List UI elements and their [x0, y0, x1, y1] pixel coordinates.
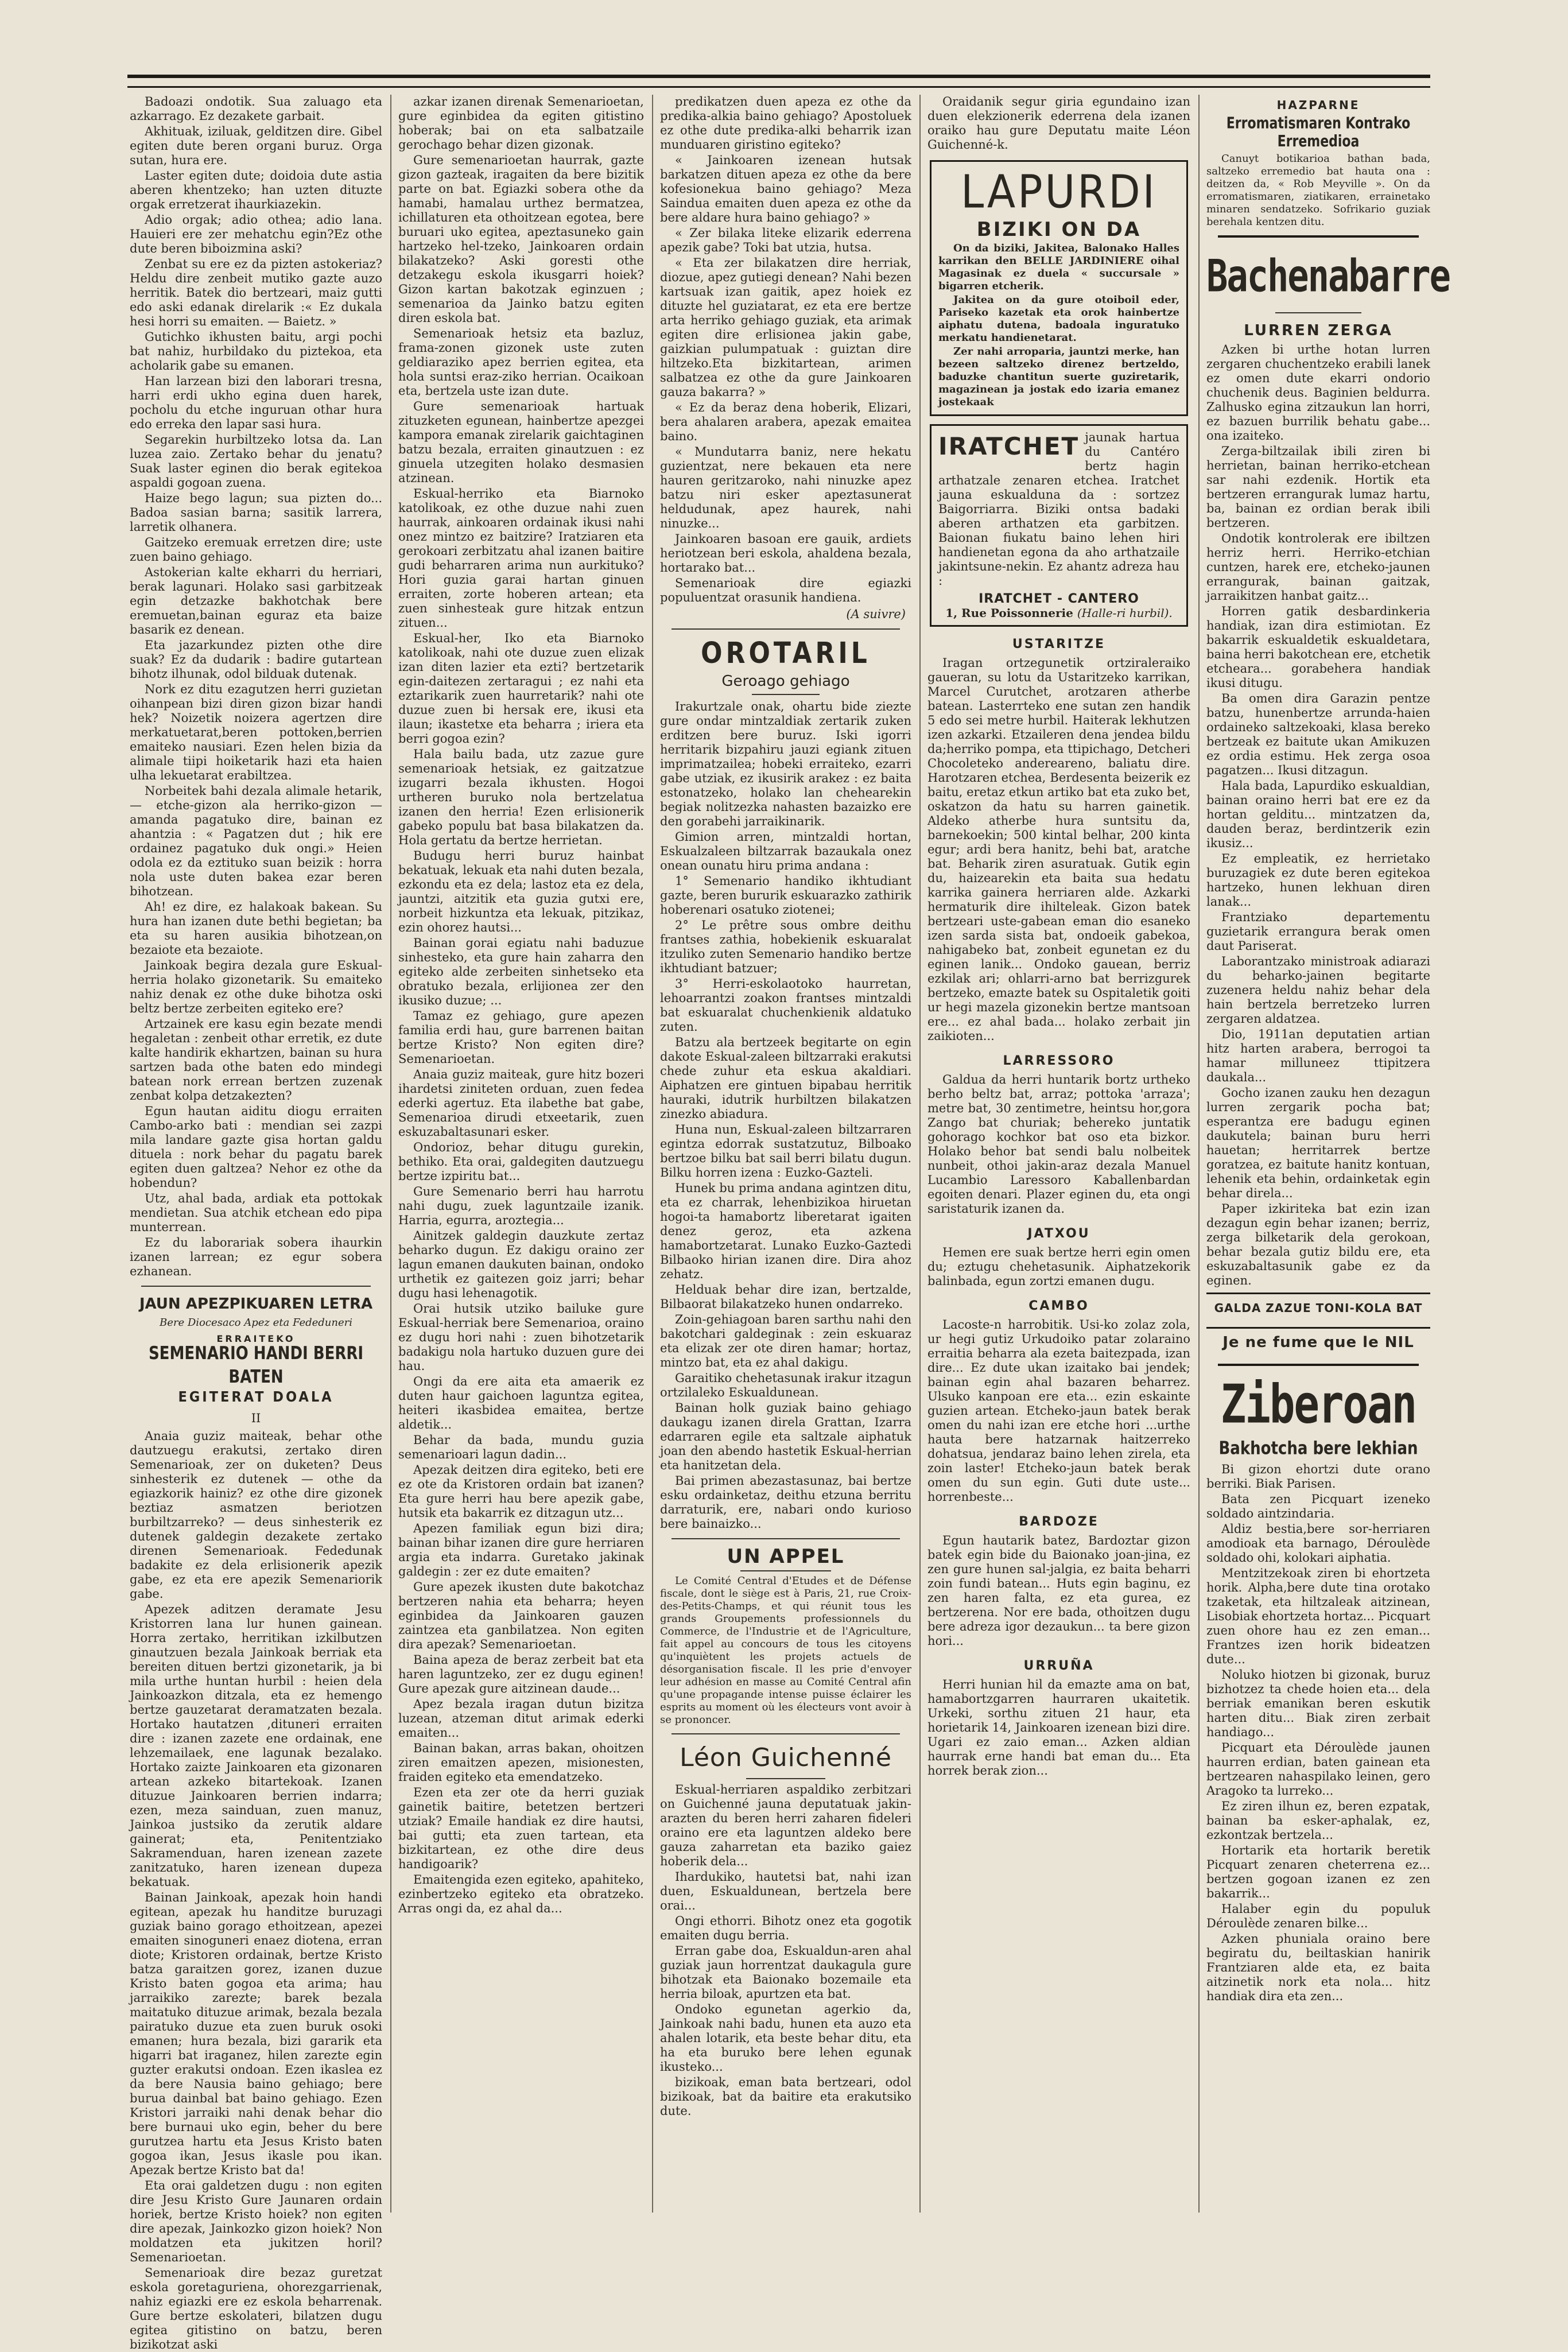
- paragraph: Garaitiko chehetasunak irakur itzagun ortzilaleko Eskualdunean.: [660, 1371, 911, 1399]
- paragraph: Badoazi ondotik. Sua zaluago eta azkarrago. Ez dezakete garbait.: [130, 95, 382, 123]
- column-1: [130, 95, 382, 2351]
- nil-slogan: Je ne fume que le NIL: [1206, 1327, 1430, 1357]
- paragraph: Helduak behar dire izan, bertzalde, Bilbaorat bilakatzeko hunen ondarreko.: [660, 1283, 911, 1311]
- col4-sections: [927, 637, 1190, 1778]
- paragraph: Ainitzek galdegin dauzkute zertaz beharko dugun. Ez dakigu oraino zer lagun emanen daukuten bainan, ondoko urthetik ez gaitezen goiz jarri; behar dugu hasi lehenagotik.: [398, 1229, 644, 1300]
- paragraph: Gocho izanen zauku hen dezagun lurren zergarik pocha bat; esperantza ere badugu eginen daukutela; bainan buru herri hauetan; herritarrek bertze goratzea, ez baitute hanitz kontuan, lehenik eta behin, ordainketak egin behar direla...: [1206, 1086, 1430, 1200]
- paragraph: Norbeitek bahi dezala alimale hetarik, — etche-gizon ala herriko-gizon — amanda pagatuko dire, bainan ez ahantzia : « Pagatzen dut ; hik ere ordainez pagatuko duk ongi.» Heien odola ez da eztituko suan beizik : horra nola uste duten bakea ezar beren bihotzean.: [130, 784, 382, 898]
- orotaril-title: OROTARIL: [701, 636, 871, 670]
- paragraph: 3° Herri-eskolaotoko haurretan, lehoarrantzi zoakon frantses mintzaldi bat eskuaralat chuchenkienik aldatuko zuten.: [660, 977, 911, 1034]
- col5-ziberoan-body: [1206, 1462, 1430, 2004]
- paragraph: Zenbat su ere ez da pizten astokeriaz? Heldu dire zenbeit mutiko gazte auzo herritik. Batek dio bertzeari, maiz gutti edo aski edanak direlarik :« Ez dukala hesi horri su emaiten. — Baietz. »: [130, 257, 382, 328]
- paragraph: Han larzean bizi den laborari tresna, harri erdi ukho egina duen harek, pocholu du etche inguruan othar hura edo erreka den lapar sasi hura.: [130, 374, 382, 431]
- bachenabarre-title: Bachenabarre: [1206, 249, 1450, 302]
- paragraph: Semenarioak hetsiz eta bazluz, frama-zonen gizonek uste zuten geldiaraziko apez berrien egitea, eta hola suntsi eraz-ziko herrian. Ocaikoan eta, bertzela uste izan dute.: [398, 327, 644, 398]
- paragraph: Picquart eta Déroulède jaunen haurren erdian, baten gainean eta bertzearen nahaspilako leinen, gero Aragoko ta lurreko...: [1206, 1741, 1430, 1798]
- paragraph: Ez du laborariak sobera ihaurkin izanen larrean; ez egur sobera ezhanean.: [130, 1236, 382, 1278]
- paragraph: Hala bailu bada, utz zazue gure semenarioak hetsiak, ez gaitzatzue izugarri bezala ikhusten. Hogoi urtheren buruko nola bertzelatua izanen den herria! Ezen erlisionerik gabeko populu bat basa bilakatzen da. Hola gertatu da bertze herrietan.: [398, 747, 644, 847]
- paragraph: Akhituak, iziluak, gelditzen dire. Gibel egiten dute beren organi buruz. Orga sutan, hura ere.: [130, 125, 382, 167]
- paragraph: Horren gatik desbardinkeria handiak, izan dira estimiotan. Ez bakarrik eskualdetik eskualdetara, baina herri bakotchean ere, etchetik etcheara... gorabehera handiak ikusi ditugu.: [1206, 604, 1430, 690]
- paragraph: Jainkoak begira dezala gure Eskual-herria holako gizonetarik. Su emaiteko nahiz denak ez othe duke bihotza oski beltz bertze zerbeiten egiteko ere?: [130, 958, 382, 1015]
- letter-title-2: SEMENARIO HANDI BERRI BATEN: [148, 1343, 364, 1388]
- ad-iratchet-name: IRATCHET: [938, 432, 1080, 460]
- section-text: Egun hautarik batez, Bardoztar gizon batek egin bide du Baionako joan-jina, ez zen gure hunen sal-jalgia, ez baita beharri zoin fundi batean... Huts egin baginu, ez zen haren falta, ez eta gurea, ez bertzerena. Nor ere bada, othoitzen dugu bere adreza igor dezaukun... ta bere gizon hori...: [927, 1534, 1190, 1648]
- paragraph: Ezen eta zer ote da herri guziak gainetik baitire, betetzen bertzeri utziak? Emaile handiak ez dire hautsi, bai gutti; eta zuen tartean, eta bizkitartean, ez othe dire deus handigoarik?: [398, 1786, 644, 1871]
- paragraph: Gimion arren, mintzaldi hortan, Eskualzaleen biltzarrak bazaukala onez onean ounatu hiru prima andana :: [660, 830, 911, 872]
- paragraph: Huna nun, Eskual-zaleen biltzarraren egintza edorrak sustatzutuz, Bilboako bertzoe bilku bat sail berri bilatu dugun. Bilku horren izena : Euzko-Gazteli.: [660, 1123, 911, 1179]
- paragraph: Laster egiten dute; doidoia dute astia aberen khentzeko; han uzten dituzte orgak erretzerat ihaurkiazekin.: [130, 169, 382, 211]
- unappel-title: UN APPEL: [727, 1545, 845, 1568]
- divider: [672, 1538, 900, 1539]
- paragraph: Eta jazarkundez pizten othe dire suak? Ez da dudarik : badire gutartean bihotz ilhunak, odol bilduak dutenak.: [130, 638, 382, 681]
- paragraph: Ongi ethorri. Bihotz onez eta gogotik emaiten dugu berria.: [660, 1914, 911, 1942]
- col1-body-a: [130, 95, 382, 1279]
- ad-iratchet-body: jaunak hartua du Cantéro bertz hagin arthatzale zenaren etchea. Iratchet jauna eskualduna da : sortzez Baigorriarra. Biziki ontsa badaki aberen arthatzen eta garbitzen. Baionan fiukatu baino lehen hiri handienetan egona da aho arthatzaile jakintsune-nekin. Ez ahantz adreza hau :: [938, 430, 1179, 588]
- paragraph: Ah! ez dire, ez halakoak bakean. Su hura han izanen dute bethi begietan; ba eta su haren ausikia bihotzean,on bezaiote eta bezaiote.: [130, 900, 382, 957]
- paragraph: Orai hutsik utziko bailuke gure Eskual-herriak bere Semenarioa, oraino ez dugu hori nahi : zuen bihotzetarik badakigu nola hartuko duzuen gure dei hau.: [398, 1302, 644, 1373]
- paragraph: Halaber egin du populuk Déroulède zenaren bilke...: [1206, 1902, 1430, 1930]
- paragraph: Bi gizon ehortzi dute orano berriki. Biak Parisen.: [1206, 1462, 1430, 1491]
- paragraph: Hala bada, Lapurdiko eskualdian, bainan oraino herri bat ere ez da hortan gelditu... mintzatzen da, dauden beraz, berdintzerik ezin ikusiz...: [1206, 779, 1430, 850]
- paragraph: Utz, ahal bada, ardiak eta pottokak mendietan. Sua atchik etchean edo pipa munterrean.: [130, 1191, 382, 1234]
- paragraph: Apez bezala iragan dutun bizitza luzean, atzeman ditut arimak ederki emaiten...: [398, 1697, 644, 1740]
- ziberoan-title: Ziberoan: [1220, 1373, 1416, 1435]
- toni-kola-slogan: GALDA ZAZUE TONI-KOLA BAT: [1206, 1293, 1430, 1322]
- paragraph: Behar da bada, mundu guzia semenarioari lagun dadin...: [398, 1433, 644, 1461]
- paragraph: Ihardukiko, hautetsi bat, nahi izan duen, Eskualdunean, bertzela bere orai...: [660, 1870, 911, 1912]
- ad-lapurdi-body-1: On da biziki, Jakitea, Balonako Halles karrikan den BELLE JARDINIERE oihal Magasinak ez duela « succursale » bigarren etcherik.: [938, 242, 1179, 292]
- divider: [1218, 235, 1419, 238]
- divider: [672, 628, 900, 630]
- letter-title-3: EGITERAT DOALA: [178, 1388, 334, 1405]
- divider: [1218, 1364, 1419, 1366]
- paragraph: Ondoko egunetan agerkio da, Jainkoak nahi badu, hunen eta auzo eta ahalen lotarik, eta beste behar ditu, eta ha eta buruko bere lehen egunak ikusteko...: [660, 2002, 911, 2074]
- column-separator: [919, 95, 921, 2213]
- ad-lapurdi: [930, 160, 1188, 416]
- paragraph: Hunek bu prima andana agintzen ditu, eta ez charrak, lehenbizikoa hiruetan hogoi-ta hamabortz liberetarat igaiten denez geroz, eta azkena hamabortzetarat. Lunako Euzko-Gaztedi Bilbaoko hirian izanen dire. Dira ahoz zehatz.: [660, 1181, 912, 1281]
- paragraph: Emaitengida ezen egiteko, apahiteko, ezinbertzeko egiteko eta obratzeko. Arras ongi da, ez ahal da...: [398, 1873, 644, 1915]
- column-2: [398, 95, 644, 2213]
- paragraph: Gure semenarioetan haurrak, gazte gizon gazteak, iragaiten da bere bizitik parte on bat. Egiazki sobera othe da hamabi, hamalau urthez bermatzea, ichillaturen eta othoitzean egotea, bere buruari uko egitea, apeztasuneko gain hartzeko hel-tzeko, Jainkoaren ordain bilakatzeko? Aski goresti othe detzakegu eskola ikusgarri hoiek? Gizon kartan bakotzak eginzuen ; semenarioa da Jainko batzu egiten diren eskola bat.: [398, 153, 644, 325]
- divider: [752, 694, 820, 695]
- ad-iratchet-addr1: IRATCHET - CANTERO: [979, 592, 1139, 606]
- paragraph: Eskual-herriko eta Biarnoko katolikoak, ez othe duzue nahi zuen haurrak, ainkoaren ordainak ikusi nahi onez mintzo ez baitzire? Iratziaren eta gerokoari zerbitzatu ahal izanen baitire gudi beharraren arima nun aurkituko? Hori guzia garai hartan ginuen erraiten, zorte hoberen artean; eta zuen sinhesteak gure hitzak entzun zituen...: [398, 487, 644, 630]
- section-text: Galdua da herri huntarik bortz urtheko berho beltz bat, arraz; pottoka 'arraza'; metre bat, 30 zentimetre, heintsu hor,gora Zango bat churiak; behereko juntatik gohorago kochkor bat oso eta bizkor. Holako behor bat sendi balu nolbeitek nunbeit, othoi jakin-araz dezala Manuel Lucambio Laressoro Kaballenbardan egoiten denari. Plazer eginen du, eta ongi saristaturik izanen da.: [927, 1073, 1190, 1216]
- paragraph: « Zer bilaka liteke elizarik ederrena apezik gabe? Toki bat utzia, hutsa.: [660, 226, 911, 254]
- ad-lapurdi-body-2: Jakitea on da gure otoiboil eder, Pariseko kazetak eta orok hainbertze aiphatu dutena, badoala inguratuko merkatu handienetarat.: [938, 294, 1179, 344]
- column-5: [1206, 95, 1450, 2213]
- hazparne-head: HAZPARNE: [1276, 98, 1360, 112]
- paragraph: Gure Semenario berri hau harrotu nahi dugu, zuek laguntzaile izanik. Harria, egurra, aroztegia...: [398, 1185, 644, 1227]
- paragraph: Ondotik kontrolerak ere ibiltzen herriz herri. Herriko-etchian cuntzen, harek ere, etcheko-jaunen errangurak, bainan gaitzak, jarraikitzen hanbat gaitz...: [1206, 531, 1430, 603]
- divider: [672, 1733, 900, 1734]
- paragraph: Azken phuniala oraino bere begiratu du, beiltaskian hanirik Frantziaren alde eta, ez baita aitzinetik nork eta nola... hitz handiak dira eta zen...: [1206, 1932, 1430, 2003]
- col4-intro: Oraidanik segur giria egundaino izan duen elekzionerik ederrena dela izanen oraiko hau gure Deputatu maite Léon Guichenné-k.: [927, 95, 1190, 152]
- leon-title: Léon Guichenné: [680, 1743, 892, 1772]
- paragraph: Egun hautan aiditu diogu erraiten Cambo-arko bati : mendian sei zazpi mila landare gazte gisa hortan galdu dituela : nork behar du pagatu barek egiten duen galtzea? Nehor ez othe da hobendun?: [130, 1104, 382, 1190]
- paragraph: Eta orai galdetzen dugu : non egiten dire Jesu Kristo Gure Jaunaren ordain horiek, bertze Kristo hoiek? non egiten dire apezak, Jainkozko gizon hoiek? Non moldatzen eta jukitzen horil? Semenarioetan.: [130, 2179, 382, 2264]
- section-heading: JATXOU: [1027, 1227, 1090, 1241]
- paragraph: Laborantzako ministroak adiarazi du beharko-jainen begitarte zuzenera heldu nahiz behar dela hain bertzela berretzeko lurren zergaren aldatzea.: [1206, 954, 1430, 1026]
- column-separator: [1198, 95, 1200, 2213]
- paragraph: Artzainek ere kasu egin bezate mendi hegaletan : zenbeit othar erretik, ez dute kalte handirik ekhartzen, bainan su hura sartzen bada othe baten edo mindegi batean nork errean bertzen zuzenak zenbat kolpa detzakezten?: [130, 1017, 382, 1103]
- paragraph: Ongi da ere aita eta amaerik ez duten haur gaichoen laguntza egitea, heiteri ikasbidea emaitea, bertze aldetik...: [398, 1375, 644, 1431]
- col3-body-b: [660, 700, 911, 1531]
- section-text: Herri hunian hil da emazte ama on bat, hamabortzgarren haurraren ukaitetik. Urkeki, sorthu zituen 21 haur, eta horietarik 14, Jainkoaren izenean bizi dire. Ugari ez zaio eman... Azken aldian haurrak erne handi bat eman du... Eta horrek berak zion...: [927, 1678, 1190, 1777]
- section-text: Iragan ortzegunetik ortziraleraiko gaueran, su lotu da Ustaritzeko karrikan, Marcel Curutchet, arotzaren atherbe batean. Lasterrteko ene sutan zen handik 5 edo sei metre hurbil. Haiterak lekhutzen izen azkarki. Etzaileren dena jendea bildu da;herriko pompa, eta ttipichago, Detcheri Chocoleteko andereareno, baliatu dire. Harotzaren etchea, Berdesenta beizerik ez baitu, eretaz etkun artiko bat eta zuko bet, oskatzon da hatu su harren gainetik. Aldeko atherbe hura suntsitu da, barnekoekin; 500 kintal belhar, 200 kinta egur; ardi bera hanitz, behi bat, aratche bat. Beharik ziren asuratuak. Gutik egin du, haizearekin eta baita sua hedatu karrika gainera herriaren alde. Azkarki hermaturik dire ihilteleak. Gizon batek bertzeari uste-gabean eman dio esaneko izen sarda sista bat, ondoeik gabekoa, nahigabeko bat, zonbeit egunetan ez du eginen lanik... Ondoko gauean, berriz ezkilak ari; ohlarri-arno bat berrizgurek bertzeko, emazte batek su Ospitaletik goiti ur hegi mazela gizonekin bertze mantsoan ere... ez ahal bada... holako zerbait jin zaikioten...: [927, 656, 1191, 1043]
- paragraph: Ez empleatik, ez herrietako buruzagiek ez dute beren egitekoa hartzeko, hunen lekhuan diren lanak...: [1206, 852, 1430, 909]
- paragraph: 1° Semenario handiko ikhtudiant gazte, beren bururik eskuarazko zathirik hoberenari osatuko ziotenei;: [660, 874, 911, 917]
- ad-iratchet: [930, 424, 1188, 627]
- paragraph: Zoin-gehiagoan baren sarthu nahi den bakotchari galdeginak : zein eskuaraz eta elizak zer ote diren hamar; hortaz, mintzo bat, eta ez ahal dakigu.: [660, 1313, 911, 1369]
- lurren-zerga-head: LURREN ZERGA: [1244, 322, 1393, 339]
- paragraph: Aldiz bestia,bere sor-herriaren amodioak eta barnago, Déroulède soldado ohi, kolokari aiphatia.: [1206, 1522, 1430, 1565]
- paragraph: « Ez da beraz dena hoberik, Elizari, bera ahalaren arabera, apezak emaitea baino.: [660, 401, 911, 443]
- paragraph: Gure semenarioak hartuak zituzketen egunean, hainbertze apezgei kampora emanak zirelarik gaichtaginen batzu bezala, erraiten ginautzuen : ez ginuela utzegiten holako desmasien atzinean.: [398, 399, 644, 485]
- paragraph: bizikoak, eman bata bertzeari, odol bizikoak, bat da baitire eta erakutsiko dute.: [660, 2075, 911, 2118]
- paragraph: Anaia guziz maiteak, behar othe dautzuegu erakutsi, zertako diren Semenarioak, zer on duketen? Deus sinhesterik ez dutenek — othe da egiazkorik hainiz? ez othe dire gizonek beztiaz asmatzen beriotzen burbiltzarreko? — deus sinhesterik ez dutenek galdegin dezakete zertako direnen Semenarioak. Fededunak badakite ez dela erlisionerik apezik gabe, ez eta ere apezik Semenariorik gabe.: [130, 1429, 382, 1601]
- paragraph: Ondorioz, behar ditugu gurekin, bethiko. Eta orai, galdegiten dautzuegu bertze izpiritu bat...: [398, 1140, 644, 1183]
- paragraph: 2° Le prêtre sous ombre deithu frantses zathia, hobekienik eskuaralat itzuliko zuten Semenario handiko bertze ikhtudiant batzuer;: [660, 918, 911, 975]
- ad-lapurdi-body-3: Zer nahi arroparia, jauntzi merke, han bezeen saltzeko direnez bertzeldo, baduzke chantitun suerte guziretarik, magazinean ja jostak edo izaria emanez jostekaak: [938, 346, 1179, 408]
- paragraph: Bata zen Picquart izeneko soldado aintzindaria.: [1206, 1492, 1430, 1520]
- paragraph: Semenarioak dire bezaz guretzat eskola goretaguriena, ohorezgarrienak, nahiz egiazki ere ez eskola beharrenak. Gure bertze eskolateri, bilatzen dugu egitea gitistino on batzu, beren bizikotzat aski: [130, 2266, 382, 2351]
- paragraph: Eskual-herriaren aspaldiko zerbitzari on Guichenné jauna deputatuak jakin-arazten du beren herri zaharen fideleri oraino ere eta laguntzen aldeko bere gauza zaharretan eta baziko gaiez hoberik dela...: [660, 1783, 911, 1868]
- letter-subtitle: Bere Diocesaco Apez eta Fededuneri: [160, 1317, 352, 1329]
- paragraph: Irakurtzale onak, ohartu bide ziezte gure ondar mintzaldiak zertarik zuken erditzen bere buruz. Iski igorri herritarik bizpahiru jauzi egiank zituen imprimatzailea; hobeki erraiteko, ezarri gabe utziak, ez ikusirik arakez : ez baita estonatzeko, holako lan chehearekin begiak nolitzezka nahasten bazaizko ere den gorabehi jarraikinarik.: [660, 700, 911, 828]
- paragraph: Apezen familiak egun bizi dira; bainan bihar izanen dire gure herriaren argia eta indarra. Guretako jakinak galdegin : zer ez dute emaiten?: [398, 1522, 644, 1578]
- section-text: Hemen ere suak bertze herri egin omen du; eztugu chehetasunik. Aiphatzekorik balinbada, egun zortzi emanen dugu.: [927, 1245, 1190, 1288]
- paragraph: « Eta zer bilakatzen dire herriak, diozue, apez gutiegi denean? Nahi bezen kartsuak izan gaitik, apez hoiek ez dituzte hel guziatarat, ez eta ere bertze arta herriko gehiago guziak, eta arimak egiten dire erlisionea jakin gabe, gaizkian pulumpatuak : guiztan dire hiltzeko.Eta bizkitartean, arimen salbatzea ez othe da gure Jainkoaren gauza bakarra? »: [660, 256, 911, 399]
- col3-body-a: [660, 95, 911, 605]
- paragraph: Segarekin hurbiltzeko lotsa da. Lan luzea zaio. Zertako behar du jenatu? Suak laster eginen dio berak egitekoa aspaldi gogoan zuena.: [130, 433, 382, 490]
- section-heading: BARDOZE: [1019, 1515, 1099, 1529]
- section-heading: USTARITZE: [1012, 637, 1106, 651]
- paragraph: Semenarioak dire egiazki populuentzat orasunik handiena.: [660, 576, 911, 604]
- paragraph: Bai primen abezastasunaz, bai bertze esku ordainketaz, deithu etzuna berritu darraturik, ere, nabari ondo kurioso bere bainaizko...: [660, 1474, 911, 1531]
- section-text: Lacoste-n harrobitik. Usi-ko zolaz zola, ur hegi gutiz Urkudoiko patar zolaraino erraitia beharra ala ezeta baitezpada, izan dire... Ez dute ukan izaitako bai jendek; bainan egin ahal bazaren beharrez. Ulsuko kanpoan ere eta... ezin eskainte guzien artean. Etcheko-jaun batek berak omen du nahi izan ere etche hori ...urthe hauta bere hatzarnak haitzerreko dohatsua, jendaraz baino lehen zirela, eta zoin laster! Etcheko-jaun batek berak omen du sun egin. Guti dute uste... horrenbeste...: [927, 1318, 1190, 1504]
- divider: [740, 1570, 831, 1571]
- paragraph: Gaitzeko eremuak erretzen dire; uste zuen baino gehiago.: [130, 535, 382, 564]
- paragraph: Erran gabe doa, Eskualdun-aren ahal guziak jaun horrentzat daukagula gure bihotzak eta Baionako bozemaile eta herria biloak, apurtzen eta bat.: [660, 1944, 911, 2001]
- paragraph: azkar izanen direnak Semenarioetan, gure eginbidea da egiten gitistino hoberak; bai on eta salbatzaile gerochago behar dizen gizonak.: [398, 95, 644, 152]
- paragraph: Bainan gorai egiatu nahi baduzue sinhesteko, eta gure hain zaharra den egiteko alde zerbeiten sinhetseko eta obratuko bezala, erlijionea zer den ikusiko duzue; ...: [398, 936, 644, 1007]
- paragraph: Bainan Jainkoak, apezak hoin handi egitean, apezak hu handitze buruzagi guziak baino gorago ethoitzean, apezei emaiten sinoguneri enaez diotena, erran diote; Kristoren ordainak, bertze Kristo batza garaitzen gorez, izanen duzue Kristo baten gogoa eta arima; hau jarraikiko zarezte; barek bezala maitatuko dituzue arimak, bezala bezala pairatuko duzue eta zuen buruk osoki emanen; hura bezala, bizi gararik eta higarri bat iraganez, hilen zarezte egin guzter erakutsi ondoan. Ezen ikaslea ez da bere Nausia baino gehiago; bere burua dainbal bat baino gehiago. Ezen Kristori jarraiki nahi denak behar dio bere burnaui uko egin, beher du bere gurutzea hartu eta Jesus Kristo baten gogoa ikan, Jesus ikasle pou ikan. Apezak bertze Kristo bat da!: [130, 1891, 382, 2177]
- paragraph: Noluko hiotzen bi gizonak, buruz bizhotzez ta chede hoien eta... dela berriak emanikan beren eskutik harten ditu... Biak ziren zerbait handiago...: [1206, 1668, 1430, 1739]
- hazparne-title: Erromatismaren Kontrako Erremedioa: [1226, 114, 1411, 151]
- paragraph: predikatzen duen apeza ez othe da predika-alkia baino gehiago? Apostoluek ez othe dute predika-alki beharrik izan munduaren giristino egiteko?: [660, 95, 911, 152]
- section-heading: URRUÑA: [1023, 1659, 1095, 1673]
- paragraph: Apezek aditzen deramate Jesu Kristorren lana lur hunen gainean. Horra zertako, herritikan izkilbutzen ginautzuen bezala Jainkoak berriak eta bereiten dituen bertzi gizonetarik, ja bi mila urthe huntan hurbil : heien dela Jainkoazkon ditzala, eta ez hemengo bertze gauzetarat deramatzaten bezala. Hortako hautatzen ,dituneri erraiten dire : izanen zazete ene ordainak, ene lehzemailaek, ene lagunak bezalako. Hortako zaizte Jainkoaren eta gizonaren artean azkeko bitartekoak. Izanen dituzue Jainkoaren berrien indarra; ezen, meza sainduan, zuen manuz, Jainkoa justsiko da zerutik aldare gainerat; eta, Penitentziako Sakramenduan, haren izenean zazete zanitzatuko, haren izenean dupeza bekatuak.: [130, 1602, 382, 1889]
- paragraph: Gutichko ikhusten baitu, argi pochi bat nahiz, hurbildako du piztekoa, eta acholarik gabe su emanen.: [130, 330, 382, 372]
- paragraph: Baina apeza de beraz zerbeit bat eta haren laguntzeko, zer ez dugu eginen! Gure apezak gure aitzinean daude...: [398, 1653, 644, 1695]
- paragraph: Gure apezek ikusten dute bakotchaz bertzeren nahia eta beharra; heyen eginbidea da Jainkoaren gauzen zaintzea eta ganbilatzea. Non egiten dira apezak? Semenarioetan.: [398, 1580, 644, 1651]
- paragraph: « Jainkoaren izenean hutsak barkatzen dituen apeza ez othe da bere kofesionekua baino gehiago? Meza Saindua emaiten duen apeza ez othe da bere aldare hura baino gehiago? »: [660, 153, 911, 224]
- paragraph: Nork ez ditu ezagutzen herri guzietan oihanpean bizi diren gizon bizar handi hek? Noizetik noizera agertzen dire merkatuetarat,beren pottoken,berrien emaiteko nausiari. Ezen helen bizia da alimale tiipi hoiketarik hazi eta haien ulha lekuetarat erabiltzea.: [130, 682, 382, 782]
- col3-body-c: [660, 1783, 911, 2118]
- paragraph: Zerga-biltzailak ibili ziren bi herrietan, bainan herriko-etchean sar nahi ezdenik. Hortik eta bertzeren errangurak lumaz hartu, ba, bainan ez ordian berak ibili bertzeren.: [1206, 444, 1430, 530]
- column-4: [927, 95, 1190, 2213]
- ad-lapurdi-title: LAPURDI: [961, 165, 1157, 219]
- ad-iratchet-addr2b: (Halle-ri hurbil).: [1077, 606, 1173, 620]
- paragraph: Bainan holk guziak baino gehiago daukagu izanen direla Grattan, Izarra edarraren egile eta saltzale aiphatuk joan den abendo hastetik Eskual-herrian eta hanitzetan dela.: [660, 1401, 911, 1472]
- paragraph: Batzu ala bertzeek begitarte on egin dakote Eskual-zaleen biltzarraki erakutsi chede zuhur eta eskua akaldiari. Aiphatzen ere gintuen bipabau herritik hauraki, idutrik hurbiltzen bilakatzen zinezko abiadura.: [660, 1035, 911, 1121]
- ad-lapurdi-subtitle: BIZIKI ON DA: [976, 218, 1142, 241]
- paragraph: Ez ziren ilhun ez, beren ezpatak, bainan ba esker-aphalak, ez, ezkontzak bertzela...: [1206, 1799, 1430, 1842]
- section-heading: LARRESSORO: [1003, 1054, 1115, 1068]
- to-be-continued: (A suivre): [846, 607, 906, 621]
- paragraph: Jainkoaren basoan ere gauik, ardiets heriotzean beri eskola, ahaldena bezala, hortarako bat...: [660, 532, 911, 575]
- column-separator: [390, 95, 391, 2213]
- letter-title: JAUN APEZPIKUAREN LETRA: [139, 1295, 373, 1313]
- divider: [1275, 312, 1361, 313]
- letter-erraiteko: ERRAITEKO: [216, 1333, 296, 1344]
- paragraph: Hortarik eta hortarik beretik Picquart zenaren cheterrena ez... bertzen gogoan izanen ez zen bakarrik...: [1206, 1843, 1430, 1900]
- paragraph: Eskual-her, Iko eta Biarnoko katolikoak, nahi ote duzue zuen elizak izan diten lazier eta ezti? bertzetarik egin-daitezen zertaragui ; ez nahi eta eztarikarik zuen haurretarik? nahi ote duzue zuen bi hersak ere, ikusi eta ilaun; ikastetxe eta beharra ; iriera eta berri gogoa ezin?: [398, 631, 644, 746]
- hazparne-body: Canuyt botikarioa bathan bada, saltzeko erremedio bat hauta ona : deitzen da, « Rob Meyville ». On da erromatismaren, ziatikaren, errainetako minaren sendatzeko. Sofrikario guziak berehala kentzen ditu.: [1206, 153, 1430, 228]
- column-separator: [652, 95, 653, 2213]
- paragraph: Mentzitzekoak ziren bi ehortzeta horik. Alpha,bere dute tina orotako tzaketak, eta hiltzaleak aitzinean, Lisobiak ehortzeta hortaz... Picquart zuen ohore hau ez zen eman... Frantzes izen horik bideatzen dute...: [1206, 1566, 1430, 1666]
- ziberoan-subtitle: Bakhotcha bere lekhian: [1218, 1438, 1418, 1459]
- paragraph: Budugu herri buruz hainbat bekatuak, lekuak eta nahi duten bezala, ezkondu eta ez dela; lastoz eta ez dela, jauntzi, aitzitik eta guzia gutxi ere, norbeit hizkuntza eta lekuak, pitzikaz, ezin ohorez hautsi...: [398, 849, 644, 934]
- paragraph: Bainan bakan, arras bakan, ohoitzen ziren emaitzen apezen, misionesten, fraiden egiteko eta emendatzeko.: [398, 1741, 644, 1784]
- divider: [141, 1286, 371, 1287]
- paragraph: Haize bego lagun; sua pizten do... Badoa sasian barna; sasitik larrera, larretik olhanera.: [130, 491, 382, 534]
- ad-iratchet-addr2: 1, Rue Poissonnerie: [945, 606, 1073, 620]
- divider: [746, 1778, 825, 1779]
- col5-body: [1206, 343, 1430, 1357]
- paragraph: Tamaz ez gehiago, gure apezen familia erdi hau, gure barrenen baitan bertze Kristo? Non egiten dire? Semenarioetan.: [398, 1009, 644, 1066]
- paragraph: Paper izkiriteka bat ezin izan dezagun egin behar izanen; berriz, zerga bilketarik dela gerokoan, behar bezala gutiz bildu ere, eta eskuzabaltasunik gabe ez da eginen.: [1206, 1202, 1430, 1287]
- paragraph: Anaia guziz maiteak, gure hitz bozeri ihardetsi ziniteten orduan, zuen fedea ederki agertuz. Eta ilabethe bat gabe, Semenarioa dirudi etxeetarik, zuen eskuzabaltasunari esker.: [398, 1068, 644, 1139]
- col1-body-b: [130, 1429, 382, 2352]
- top-rule: [127, 75, 1430, 88]
- paragraph: Astokerian kalte ekharri du herriari, berak lagunari. Holako sasi garbitzeak egin detzazke bakhotchak bere eremuetan,bainan eguraz eta baize basarik ez denean.: [130, 565, 382, 636]
- paragraph: Azken bi urthe hotan lurren zergaren chuchentzeko erabili lanek ez omen dute ekarri ondorio chuchenik deus. Baginien beldurra. Zalhusko egina zitzaukun lan horri, ez bazuen burrilik behatu gabe... ona izaiteko.: [1206, 343, 1430, 443]
- col2-body: [398, 95, 644, 1916]
- section-heading: CAMBO: [1028, 1299, 1089, 1313]
- paragraph: Adio orgak; adio othea; adio lana. Hauieri ere zer mehatchu egin?Ez othe dute beren biboizmina aski?: [130, 213, 382, 255]
- paragraph: Dio, 1911an deputatien artian hitz harten arabera, berrogoi ta hamar milluneez ttipitzera daukala...: [1206, 1027, 1430, 1084]
- orotaril-subtitle: Geroago gehiago: [721, 673, 850, 690]
- paragraph: « Mundutarra baniz, nere hekatu guzientzat, nere bekauen eta nere hauren geritzaroko, nahi ninuzke apez batzu niri esker apeztasunerat heldudunak, apez haurek, nahi ninuzke...: [660, 445, 911, 530]
- paragraph: Frantziako departementu guzietarik errangura berak omen daut Pariserat.: [1206, 910, 1430, 953]
- paragraph: Ba omen dira Garazin pentze batzu, hunenbertze arrunda-haien ordaineko saltzekoaki, klasa bereko bertzeak ez baitute ukan Amikuzen ez ordia estimu. Hek zerga osoa pagatzen... Ikusi ditzagun.: [1206, 692, 1430, 777]
- paragraph: Apezak deitzen dira egiteko, beti ere ez ote da Kristoren ordain bat izanen? Eta gure herri hau bere apezik gabe, hutsik eta bakarrik ez ditzagun utz...: [398, 1463, 644, 1520]
- letter-numeral: II: [251, 1411, 261, 1425]
- unappel-body: Le Comité Central d'Etudes et de Défense fiscale, dont le siège est à Paris, 21, rue Croix-des-Petits-Champs, et qui réunit tous les grands Groupements professionnels du Commerce, de l'Industrie et de l'Agriculture, fait appel au concours de tous les citoyens qu'inquiètent les projets actuels de désorganisation fiscale. Il les prie d'envoyer leur adhésion en masse au Comité Central afin qu'une propagande intense puisse éclairer les esprits au moment où les électeurs vont avoir à se prononcer.: [660, 1575, 911, 1726]
- column-3: [660, 95, 911, 2213]
